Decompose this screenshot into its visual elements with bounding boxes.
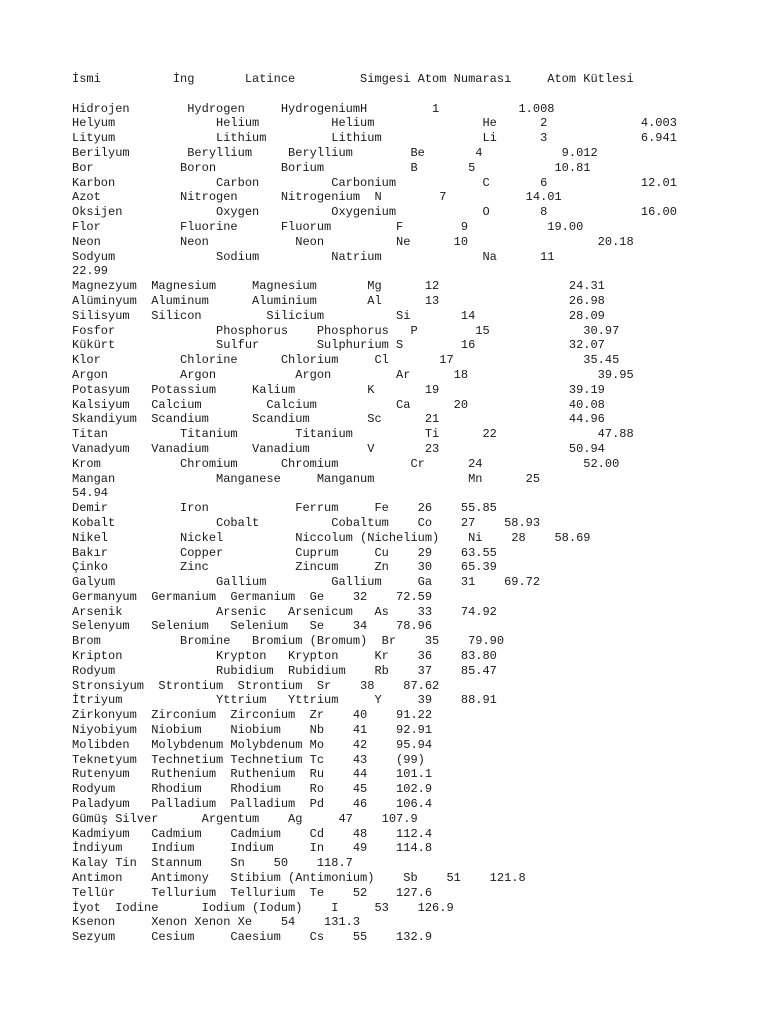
element-row: Kripton Krypton Krypton Kr 36 83.80 — [72, 649, 497, 664]
element-row: Rodyum Rubidium Rubidium Rb 37 85.47 — [72, 663, 497, 678]
document-body — [72, 72, 752, 945]
element-row: Silisyum Silicon Silicium Si 14 28.09 — [72, 308, 605, 323]
element-row: Neon Neon Neon Ne 10 20.18 — [72, 234, 634, 249]
element-row: Arsenik Arsenic Arsenicum As 33 74.92 — [72, 604, 497, 619]
element-row: Tellür Tellurium Tellurium Te 52 127.6 — [72, 885, 433, 900]
element-row: Gümüş Silver Argentum Ag 47 107.9 — [72, 811, 418, 826]
element-row: Brom Bromine Bromium (Bromum) Br 35 79.90 — [72, 634, 505, 649]
element-row: Çinko Zinc Zincum Zn 30 65.39 — [72, 560, 497, 575]
element-row: Argon Argon Argon Ar 18 39.95 — [72, 367, 634, 382]
element-row: Potasyum Potassium Kalium K 19 39.19 — [72, 382, 605, 397]
element-row: 22.99 — [72, 264, 109, 279]
element-list — [72, 102, 752, 945]
element-row: Nikel Nickel Niccolum (Nichelium) Ni 28 58.69 — [72, 530, 591, 545]
element-row: Paladyum Palladium Palladium Pd 46 106.4 — [72, 797, 433, 812]
element-row: Berilyum Beryllium Beryllium Be 4 9.012 — [72, 145, 598, 160]
element-row: Vanadyum Vanadium Vanadium V 23 50.94 — [72, 441, 605, 456]
element-row: Flor Fluorine Fluorum F 9 19.00 — [72, 219, 584, 234]
element-row: Sezyum Cesium Caesium Cs 55 132.9 — [72, 930, 433, 945]
element-row: İndiyum Indium Indium In 49 114.8 — [72, 841, 433, 856]
element-row: Selenyum Selenium Selenium Se 34 78.96 — [72, 619, 433, 634]
element-row: Bor Boron Borium B 5 10.81 — [72, 160, 591, 175]
element-row: 54.94 — [72, 486, 109, 501]
element-row: Helyum Helium Helium He 2 4.003 — [72, 116, 677, 131]
element-row: Alüminyum Aluminum Aluminium Al 13 26.98 — [72, 293, 605, 308]
element-row: Antimon Antimony Stibium (Antimonium) Sb 51 121.8 — [72, 871, 526, 886]
column-header-line: İsmi İng Latince Simgesi Atom Numarası Atom Kütlesi — [72, 72, 634, 86]
element-row: Niyobiyum Niobium Niobium Nb 41 92.91 — [72, 723, 433, 738]
element-row: Klor Chlorine Chlorium Cl 17 35.45 — [72, 353, 620, 368]
element-row: Molibden Molybdenum Molybdenum Mo 42 95.94 — [72, 737, 433, 752]
element-row: Sodyum Sodium Natrium Na 11 — [72, 249, 555, 264]
element-row: Azot Nitrogen Nitrogenium N 7 14.01 — [72, 190, 562, 205]
element-row: İyot Iodine Iodium (Iodum) I 53 126.9 — [72, 900, 454, 915]
element-row: Zirkonyum Zirconium Zirconium Zr 40 91.22 — [72, 708, 433, 723]
element-row: Kobalt Cobalt Cobaltum Co 27 58.93 — [72, 515, 541, 530]
element-row: Ksenon Xenon Xenon Xe 54 131.3 — [72, 915, 361, 930]
element-row: Oksijen Oxygen Oxygenium O 8 16.00 — [72, 205, 677, 220]
element-row: Krom Chromium Chromium Cr 24 52.00 — [72, 456, 620, 471]
element-row: Fosfor Phosphorus Phosphorus P 15 30.97 — [72, 323, 620, 338]
element-row: Rodyum Rhodium Rhodium Ro 45 102.9 — [72, 782, 433, 797]
element-row: Galyum Gallium Gallium Ga 31 69.72 — [72, 575, 541, 590]
element-row: Kadmiyum Cadmium Cadmium Cd 48 112.4 — [72, 826, 433, 841]
element-row: Bakır Copper Cuprum Cu 29 63.55 — [72, 545, 497, 560]
element-row: Rutenyum Ruthenium Ruthenium Ru 44 101.1 — [72, 767, 433, 782]
element-row: Teknetyum Technetium Technetium Tc 43 (99) — [72, 752, 425, 767]
element-row: Skandiyum Scandium Scandium Sc 21 44.96 — [72, 412, 605, 427]
element-row: Karbon Carbon Carbonium C 6 12.01 — [72, 175, 677, 190]
element-row: Kalsiyum Calcium Calcium Ca 20 40.08 — [72, 397, 605, 412]
element-row: Kalay Tin Stannum Sn 50 118.7 — [72, 856, 353, 871]
element-row: Magnezyum Magnesium Magnesium Mg 12 24.31 — [72, 279, 605, 294]
element-row: Germanyum Germanium Germanium Ge 32 72.59 — [72, 589, 433, 604]
element-row: Kükürt Sulfur Sulphurium S 16 32.07 — [72, 338, 605, 353]
element-row: Titan Titanium Titanium Ti 22 47.88 — [72, 427, 634, 442]
element-row: Lityum Lithium Lithium Li 3 6.941 — [72, 131, 677, 146]
element-row: Stronsiyum Strontium Strontium Sr 38 87.62 — [72, 678, 440, 693]
element-row: İtriyum Yttrium Yttrium Y 39 88.91 — [72, 693, 497, 708]
element-row: Demir Iron Ferrum Fe 26 55.85 — [72, 501, 497, 516]
element-row: Hidrojen Hydrogen HydrogeniumH 1 1.008 — [72, 101, 555, 116]
element-row: Mangan Manganese Manganum Mn 25 — [72, 471, 541, 486]
